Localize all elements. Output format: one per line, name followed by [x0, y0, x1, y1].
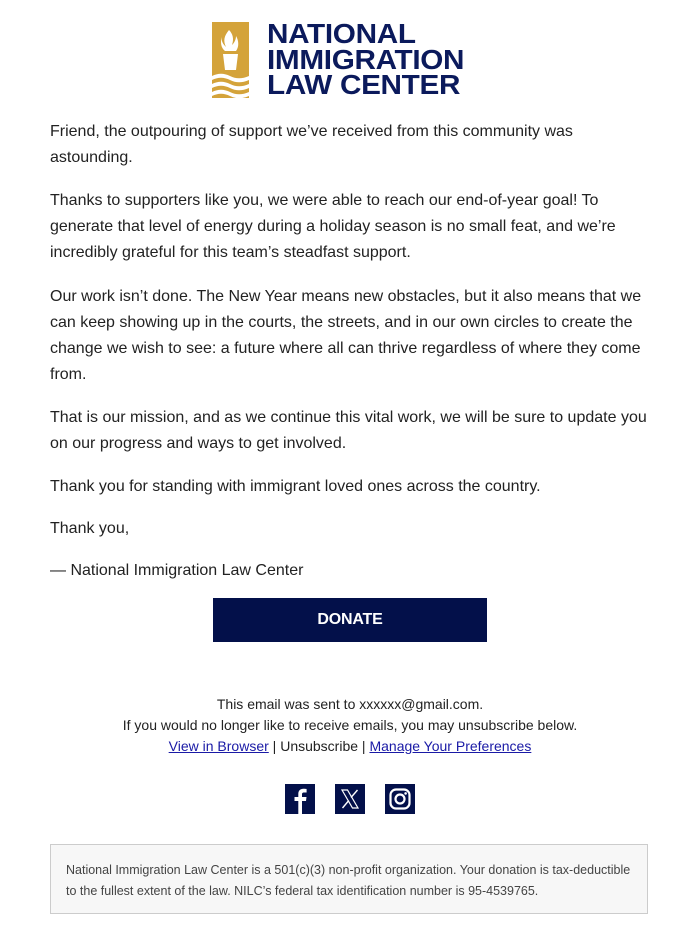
x-twitter-icon [335, 784, 365, 814]
donate-button[interactable]: DONATE [213, 598, 487, 642]
paragraph-text: Friend, the outpouring of support we’ve received from this community was astounding. [50, 123, 573, 166]
link-separator: | [361, 738, 366, 754]
paragraph-mission [50, 405, 655, 457]
view-in-browser-link[interactable]: View in Browser [168, 738, 269, 754]
manage-preferences-link[interactable]: Manage Your Preferences [369, 738, 532, 754]
instagram-icon [385, 784, 415, 814]
link-separator: | [272, 738, 277, 754]
legal-disclaimer [50, 844, 648, 914]
signature-text: — National Immigration Law Center [50, 562, 304, 579]
paragraph-standing [50, 474, 655, 500]
logo-line-2: IMMIGRATION [267, 43, 465, 75]
nilc-logo[interactable] [212, 18, 492, 100]
logo-line-3: LAW CENTER [267, 69, 461, 100]
paragraph-text: Our work isn’t done. The New Year means new obstacles, but it also means that we can keep showing up in the courts, the streets, and in our own circles to create the change we wish to see: a future where all can thrive regardless of where they come from. [50, 288, 642, 383]
unsubscribe-link[interactable]: Unsubscribe [280, 738, 359, 754]
footer-unsubscribe-note: If you would no longer like to receive emails, you may unsubscribe below. [122, 717, 578, 733]
facebook-icon [285, 784, 315, 814]
paragraph-text: Thanks to supporters like you, we were able to reach our end-of-year goal! To generate that level of energy during a holiday season is no small feat, and we’re incredibly grateful for this team’s steadfast support. [50, 192, 616, 261]
paragraph-text: Thank you for standing with immigrant loved ones across the country. [50, 478, 541, 495]
paragraph-thanks [50, 188, 655, 266]
logo-wordmark [267, 18, 465, 100]
signoff-text: Thank you, [50, 520, 130, 537]
paragraph-text: That is our mission, and as we continue this vital work, we will be sure to update you on our progress and ways to get involved. [50, 409, 647, 452]
paragraph-greeting [50, 119, 655, 171]
instagram-link[interactable] [385, 784, 415, 814]
legal-text: National Immigration Law Center is a 501(c)(3) non-profit organization. Your donation is tax-deductible to the fullest extent of the law. NILC’s federal tax identification number is 95-4539765. [66, 863, 631, 898]
paragraph-work [50, 284, 655, 388]
signoff [50, 516, 655, 542]
logo-line-1: NATIONAL [267, 18, 416, 49]
facebook-link[interactable] [285, 784, 315, 814]
x-twitter-link[interactable] [335, 784, 365, 814]
footer-sent-to: This email was sent to xxxxxx@gmail.com. [216, 696, 484, 712]
signature [50, 558, 655, 584]
torch-waves-icon [212, 22, 249, 98]
footer-links [0, 736, 700, 757]
